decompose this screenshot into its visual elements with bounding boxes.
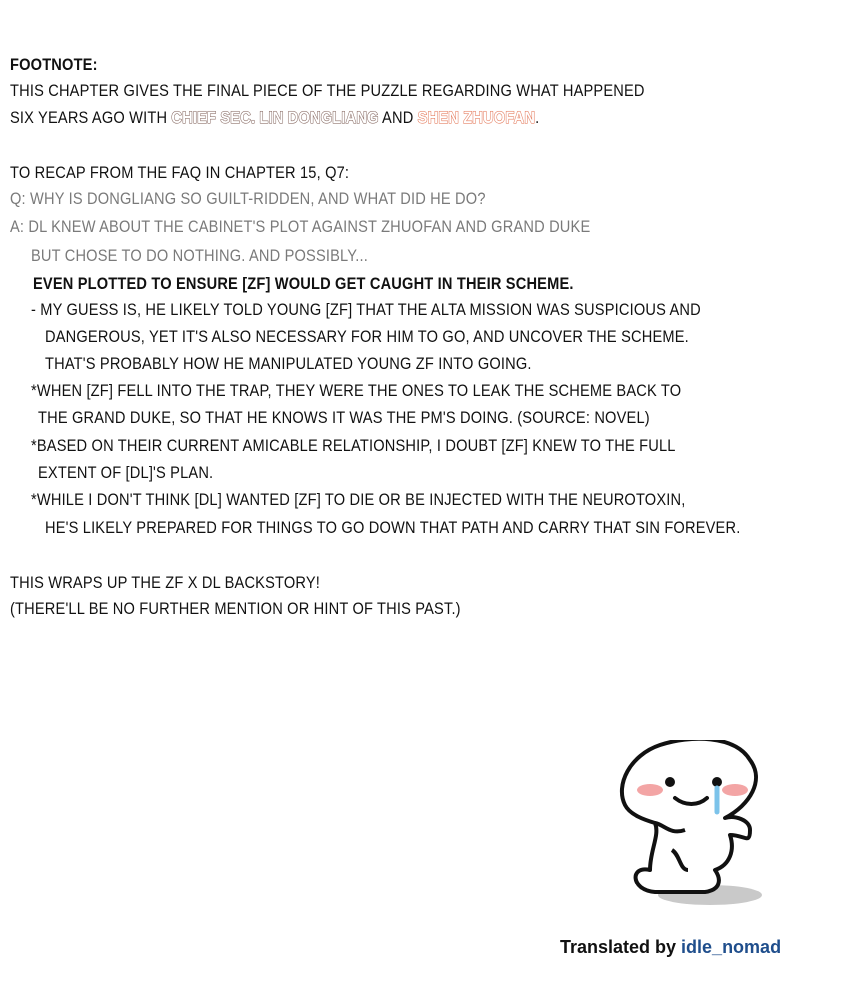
intro-line-2 bbox=[10, 108, 539, 128]
credit-prefix: Translated by bbox=[560, 937, 682, 957]
note-relationship-2: EXTENT OF [DL]'S PLAN. bbox=[38, 463, 214, 482]
intro-line-1: THIS CHAPTER GIVES THE FINAL PIECE OF THE PUZZLE REGARDING WHAT HAPPENED bbox=[10, 81, 645, 100]
note-guess-2: DANGEROUS, YET IT'S ALSO NECESSARY FOR HIM TO GO, AND UNCOVER THE SCHEME. bbox=[45, 327, 689, 346]
faq-answer-1: A: DL KNEW ABOUT THE CABINET'S PLOT AGAINST ZHUOFAN AND GRAND DUKE bbox=[10, 217, 591, 236]
character-name-zhuofan: SHEN ZHUOFAN bbox=[417, 108, 536, 127]
footnote-heading: FOOTNOTE: bbox=[10, 55, 98, 74]
character-name-dongliang: CHIEF SEC. LIN DONGLIANG bbox=[171, 108, 379, 127]
faq-question: Q: WHY IS DONGLIANG SO GUILT-RIDDEN, AND WHAT DID HE DO? bbox=[10, 189, 486, 208]
recap-line: TO RECAP FROM THE FAQ IN CHAPTER 15, Q7: bbox=[10, 163, 350, 182]
crying-mascot-sticker bbox=[610, 740, 780, 915]
note-trap-2: THE GRAND DUKE, SO THAT HE KNOWS IT WAS THE PM'S DOING. (SOURCE: NOVEL) bbox=[38, 408, 650, 427]
translator-name: idle_nomad bbox=[681, 937, 782, 957]
intro-text: . bbox=[535, 108, 540, 127]
note-trap-1: *WHEN [ZF] FELL INTO THE TRAP, THEY WERE THE ONES TO LEAK THE SCHEME BACK TO bbox=[31, 381, 682, 400]
note-sin-1: *WHILE I DON'T THINK [DL] WANTED [ZF] TO DIE OR BE INJECTED WITH THE NEUROTOXIN, bbox=[31, 490, 686, 509]
note-relationship-1: *BASED ON THEIR CURRENT AMICABLE RELATIONSHIP, I DOUBT [ZF] KNEW TO THE FULL bbox=[31, 436, 676, 455]
note-guess-3: THAT'S PROBABLY HOW HE MANIPULATED YOUNG ZF INTO GOING. bbox=[45, 354, 532, 373]
intro-text: AND bbox=[378, 108, 418, 127]
wrap-line-2: (THERE'LL BE NO FURTHER MENTION OR HINT OF THIS PAST.) bbox=[10, 599, 461, 618]
faq-answer-3: EVEN PLOTTED TO ENSURE [ZF] WOULD GET CAUGHT IN THEIR SCHEME. bbox=[33, 274, 574, 293]
intro-text: SIX YEARS AGO WITH bbox=[10, 108, 172, 127]
wrap-line-1: THIS WRAPS UP THE ZF X DL BACKSTORY! bbox=[10, 573, 321, 592]
translator-credit bbox=[560, 937, 781, 958]
note-guess-1: - MY GUESS IS, HE LIKELY TOLD YOUNG [ZF] THAT THE ALTA MISSION WAS SUSPICIOUS AND bbox=[31, 300, 701, 319]
note-sin-2: HE'S LIKELY PREPARED FOR THINGS TO GO DOWN THAT PATH AND CARRY THAT SIN FOREVER. bbox=[45, 518, 741, 537]
faq-answer-2: BUT CHOSE TO DO NOTHING. AND POSSIBLY... bbox=[31, 246, 368, 265]
